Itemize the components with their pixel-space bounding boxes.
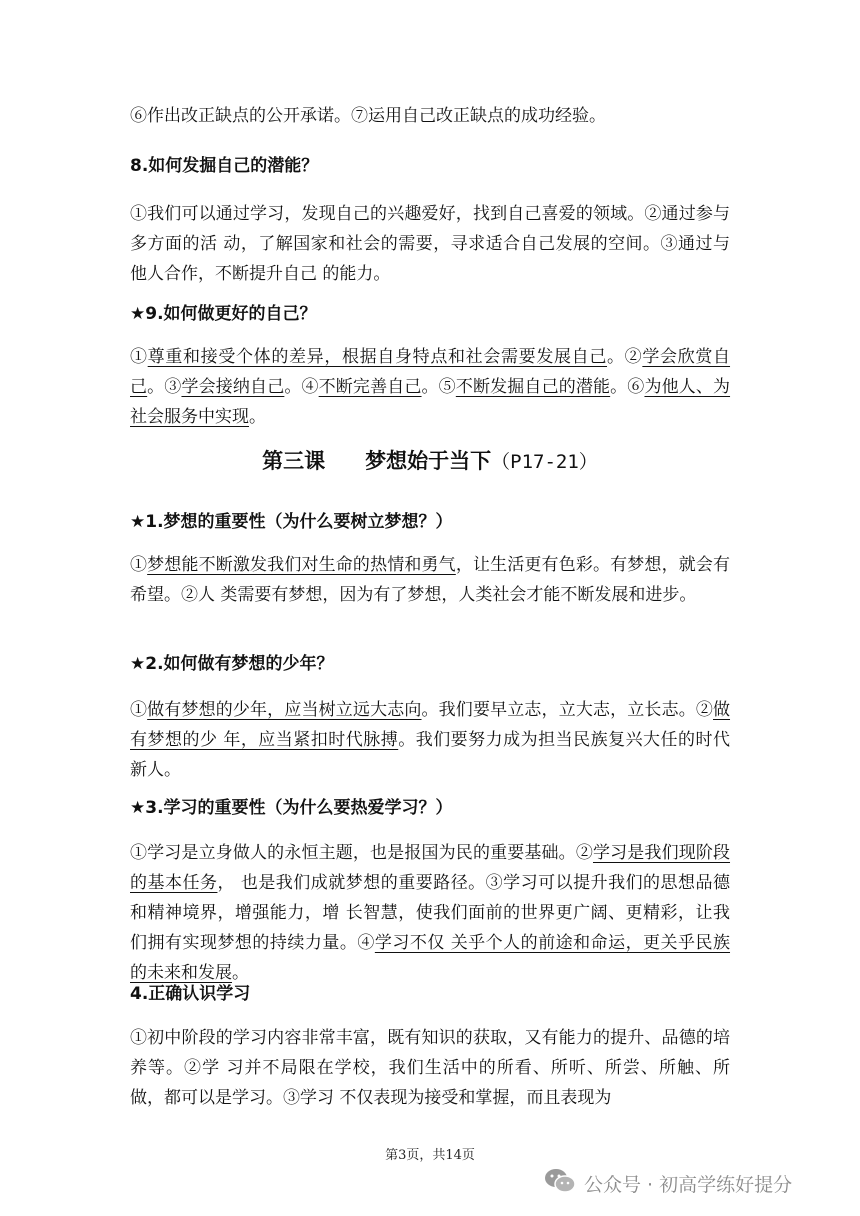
underlined-key-point: 不断发掘自己的潜能 (455, 377, 611, 397)
heading-l3-q3: ★3.学习的重要性（为什么要热爱学习？） (130, 798, 453, 818)
watermark-text: 公众号 · 初高学练好提分 (584, 1173, 793, 1196)
text-segment: 。我们要努力成为担当民族复兴大任的时代新人。 (130, 730, 731, 780)
lesson-name: 梦想始于当下 (365, 449, 492, 473)
underlined-key-point: 做有梦想的少年，应当树立远大志向 (147, 700, 422, 720)
underlined-key-point: 为他人、为社会服务中实现 (130, 377, 731, 427)
text-segment: ① (130, 700, 148, 720)
heading-l3-q2: ★2.如何做有梦想的少年？ (130, 654, 334, 674)
underlined-key-point: 学习不仅 关乎个人的前途和命运，更关乎民族的未来和发展 (130, 933, 731, 983)
heading-q8: 8.如何发掘自己的潜能？ (130, 156, 319, 176)
watermark (544, 1166, 844, 1200)
answer-l3-q3 (130, 838, 730, 988)
page-number: 第3页，共14页 (385, 1148, 475, 1163)
lesson-title (130, 444, 730, 479)
heading-l3-q4: 4.正确认识学习 (130, 984, 251, 1004)
answer-l3-q4: ①初中阶段的学习内容非常丰富，既有知识的获取，又有能力的提升、品德的培养等。②学 习并不局限在学校，我们生活中的所看、所听、所尝、所触、所做，都可以是学习。③学习 不仅表现为接受和掌握，而且表现为 (130, 1028, 730, 1108)
text-segment: 。② (607, 347, 643, 367)
text-segment: ，让生活更有色彩。有梦想，就会有希望。②人 类需要有梦想，因为有了梦想，人类社会才能不断发展和进步。 (130, 555, 731, 605)
text-segment: ① (130, 555, 148, 575)
underlined-key-point: 学会欣赏自己 (130, 347, 731, 397)
lesson-number: 第三课 (262, 449, 326, 473)
continued-line: ⑥作出改正缺点的公开承诺。⑦运用自己改正缺点的成功经验。 (130, 106, 606, 126)
text-segment: ， 也是我们成就梦想的重要路径。③学习可以提升我们的思想品德和精神境界，增强能力，增 长智慧，使我们面前的世界更广阔、更精彩，让我们拥有实现梦想的持续力量。④ (130, 873, 731, 953)
wechat-icon (544, 1167, 576, 1200)
answer-l3-q2 (130, 695, 730, 785)
underlined-key-point: 做有梦想的少 年，应当紧扣时代脉搏 (130, 700, 731, 750)
text-segment: ①学习是立身做人的永恒主题，也是报国为民的重要基础。② (130, 843, 593, 863)
underlined-key-point: 不断完善自己 (318, 377, 422, 397)
lesson-page-range: （P17-21） (491, 451, 598, 473)
underlined-key-point: 梦想能不断激发我们对生命的热情和勇气 (147, 555, 456, 575)
underlined-key-point: 学会接纳自己 (181, 377, 285, 397)
text-segment: ① (130, 347, 148, 367)
underlined-key-point: 尊重和接受个体的差异，根据自身特点和社会需要发展自己 (147, 347, 608, 367)
answer-q8: ①我们可以通过学习，发现自己的兴趣爱好，找到自己喜爱的领域。②通过参与多方面的活 动，了解国家和社会的需要，寻求适合自己发展的空间。③通过与他人合作，不断提升自己 的能力。 (130, 204, 730, 284)
heading-l3-q1: ★1.梦想的重要性（为什么要树立梦想？） (130, 512, 453, 532)
answer-q9 (130, 342, 730, 432)
text-segment: 。我们要早立志，立大志，立长志。② (421, 700, 714, 720)
text-segment: 。⑥ (610, 377, 645, 397)
answer-l3-q1 (130, 550, 730, 610)
text-segment: 。⑤ (421, 377, 456, 397)
text-segment: 。④ (284, 377, 319, 397)
heading-q9: ★9.如何做更好的自己？ (130, 304, 317, 324)
text-segment: 。 (249, 407, 266, 427)
underlined-key-point: 学习是我们现阶段的基本任务 (130, 843, 731, 893)
text-segment: 。③ (147, 377, 182, 397)
text-segment: 。 (232, 963, 249, 983)
